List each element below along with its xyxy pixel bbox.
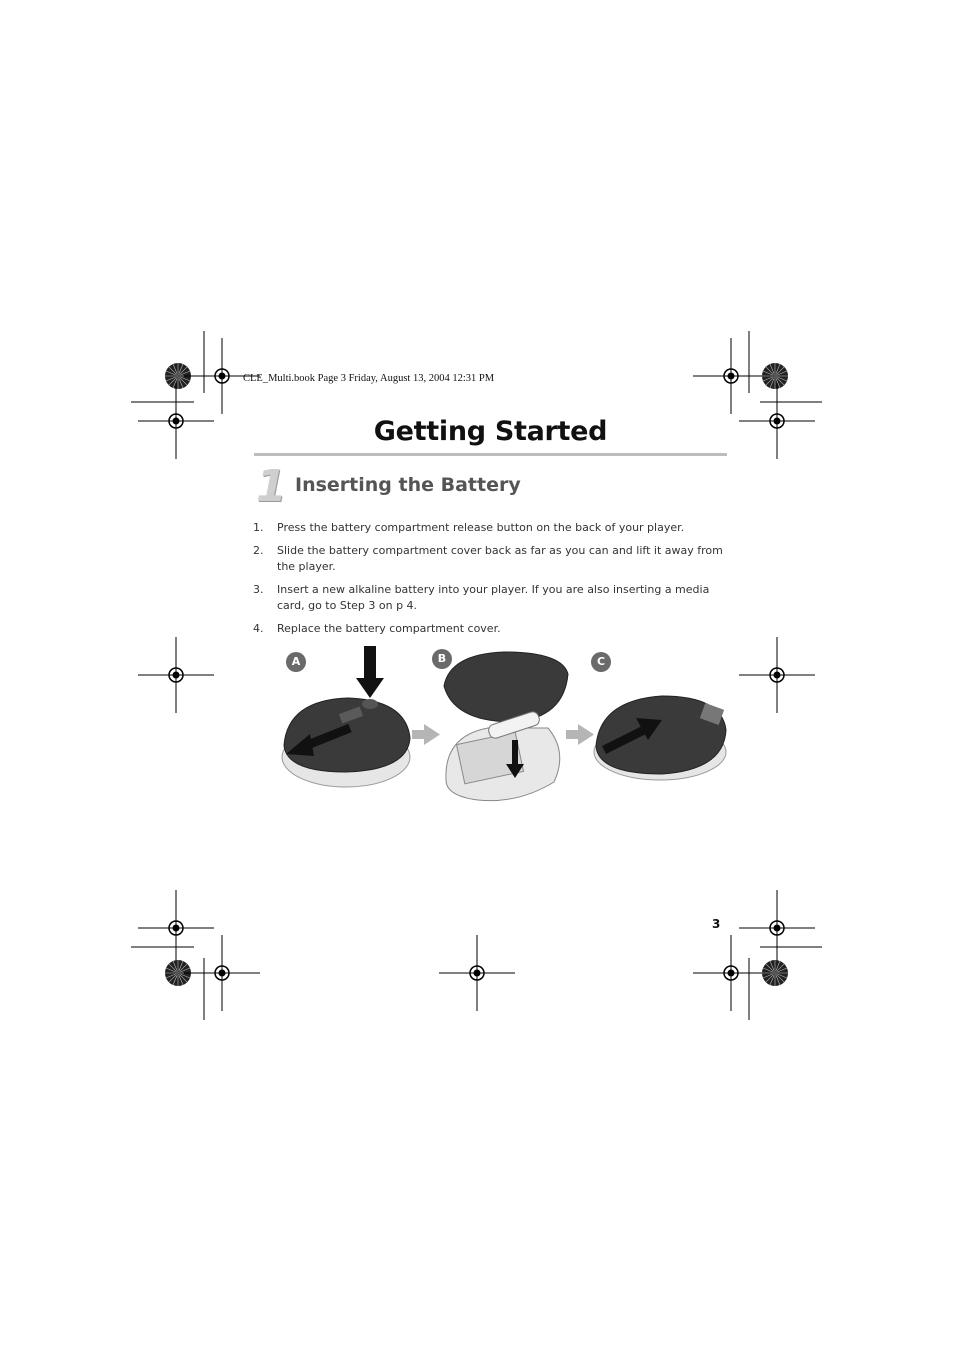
figure-label-a: A — [286, 652, 306, 672]
list-item — [253, 520, 731, 536]
crosshair-circle-icon — [739, 637, 815, 713]
list-item — [253, 582, 731, 614]
crosshair-circle-icon — [693, 338, 769, 414]
figure-label-c: C — [591, 652, 611, 672]
list-item — [253, 543, 731, 575]
arrow-right-icon — [412, 724, 440, 745]
title-rule — [254, 453, 727, 456]
starburst-target-icon — [762, 363, 788, 389]
step-text: Press the battery compartment release button on the back of your player. — [277, 521, 685, 534]
page-title: Getting Started — [373, 416, 608, 447]
panel-b-device — [444, 652, 568, 801]
crosshair-circle-icon — [138, 383, 214, 459]
step-number: 4. — [253, 622, 264, 635]
crosshair-circle-icon — [693, 935, 769, 1011]
arrow-right-icon — [566, 724, 594, 745]
battery-illustration — [278, 640, 730, 812]
crosshair-circle-icon — [739, 890, 815, 966]
crosshair-circle-icon — [138, 890, 214, 966]
crosshair-circle-icon — [439, 935, 515, 1011]
step-text: Replace the battery compartment cover. — [277, 622, 501, 635]
section-number: 1 — [256, 461, 287, 512]
step-number: 3. — [253, 583, 264, 596]
starburst-target-icon — [762, 960, 788, 986]
crosshair-circle-icon — [138, 637, 214, 713]
panel-c-device — [594, 696, 726, 780]
instruction-list — [253, 520, 731, 644]
crosshair-circle-icon — [739, 383, 815, 459]
list-item — [253, 621, 731, 637]
step-text: Insert a new alkaline battery into your player. If you are also inserting a media card, go to Step 3 on p 4. — [277, 583, 710, 612]
step-text: Slide the battery compartment cover back as far as you can and lift it away from the player. — [277, 544, 723, 573]
figure-label-b: B — [432, 649, 452, 669]
step-number: 1. — [253, 521, 264, 534]
print-header: CLE_Multi.book Page 3 Friday, August 13, 2004 12:31 PM — [243, 373, 495, 384]
crosshair-circle-icon — [184, 935, 260, 1011]
section-title: Inserting the Battery — [295, 474, 521, 496]
step-number: 2. — [253, 544, 264, 557]
page-number: 3 — [712, 917, 721, 931]
